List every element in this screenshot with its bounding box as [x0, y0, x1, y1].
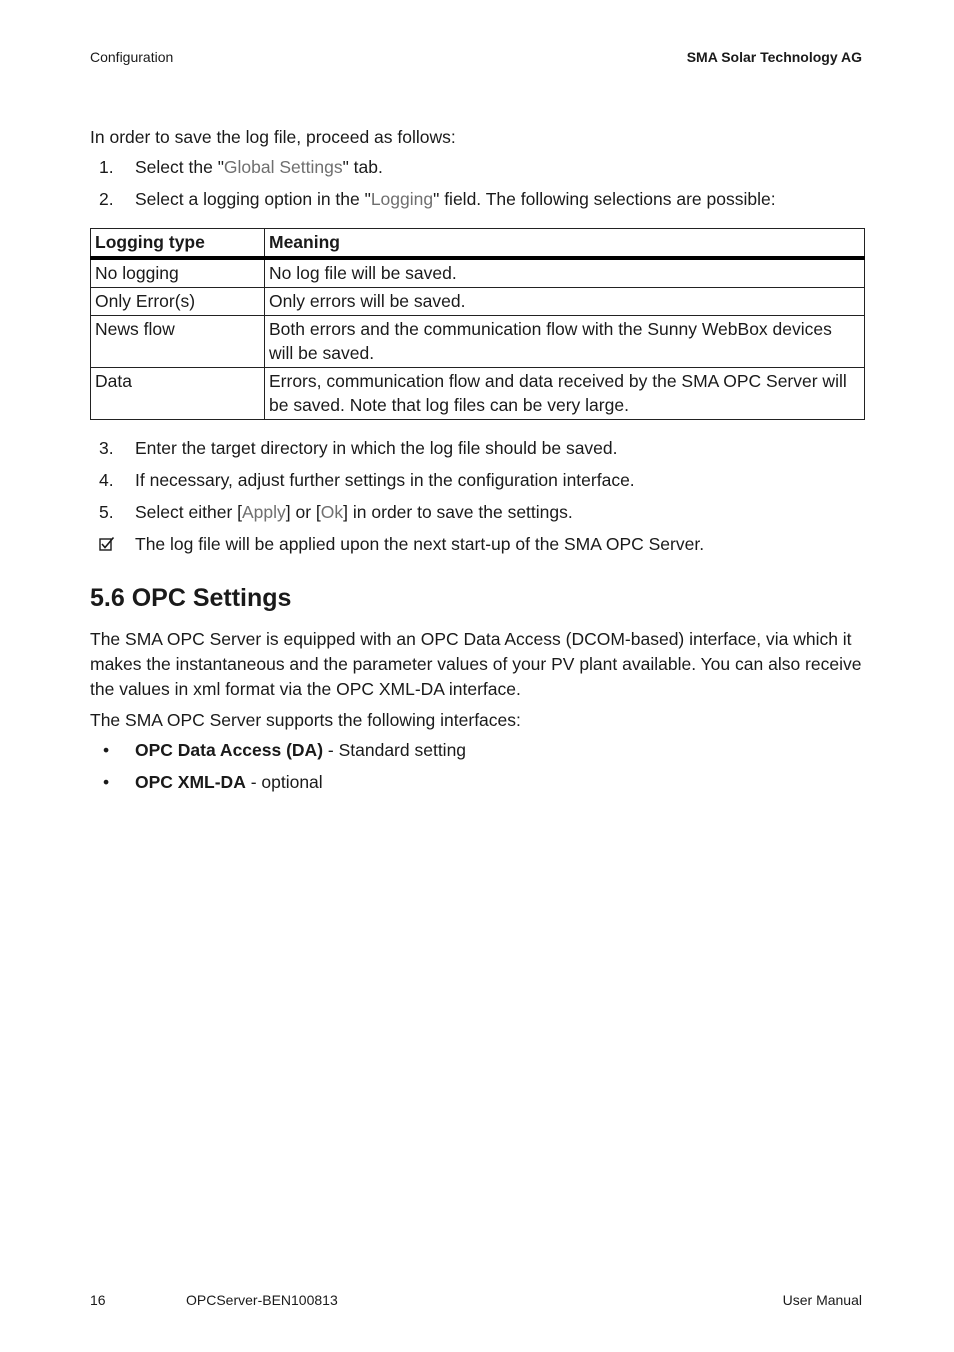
step-5-pre: Select either [: [135, 502, 242, 522]
step-3-text: Enter the target directory in which the log file should be saved.: [135, 438, 618, 458]
checked-box-icon: [99, 536, 115, 552]
table-cell: Errors, communication flow and data received by the SMA OPC Server will be saved. Note that log files can be very large.: [265, 368, 865, 420]
footer-doc-id: OPCServer-BEN100813: [186, 1292, 338, 1308]
table-cell: Only errors will be saved.: [265, 288, 865, 316]
footer-doc-type: User Manual: [782, 1292, 862, 1308]
logging-type-table: [90, 228, 865, 420]
step-number: 1.: [99, 157, 114, 177]
result-text: The log file will be applied upon the next start-up of the SMA OPC Server.: [135, 534, 705, 554]
footer-page-number: 16: [90, 1292, 106, 1308]
bullet-dot: •: [103, 772, 110, 792]
step-1-text: [135, 157, 383, 178]
step-4-text: If necessary, adjust further settings in the configuration interface.: [135, 470, 635, 490]
bullet-item-da: [135, 740, 466, 761]
table-cell: Data: [91, 368, 265, 420]
table-row: [91, 258, 865, 288]
gui-element-logging: Logging: [370, 189, 434, 209]
step-number: 4.: [99, 470, 114, 490]
step-2-post: " field. The following selections are possible:: [433, 189, 776, 209]
table-row: [91, 316, 865, 368]
bullet-dot: •: [103, 740, 110, 760]
table-cell: Only Error(s): [91, 288, 265, 316]
intro-text: In order to save the log file, proceed as follows:: [90, 127, 456, 147]
table-header-cell: Logging type: [91, 229, 265, 259]
table-cell: No log file will be saved.: [265, 258, 865, 288]
step-2-text: [135, 189, 776, 210]
section-heading: 5.6 OPC Settings: [90, 584, 292, 612]
gui-element-ok: Ok: [320, 502, 344, 522]
table-header-row: [91, 229, 865, 259]
header-section-label: Configuration: [90, 49, 174, 65]
table-header-cell: Meaning: [265, 229, 865, 259]
step-1-post: " tab.: [342, 157, 383, 177]
section-paragraph-2: The SMA OPC Server supports the following interfaces:: [90, 710, 521, 730]
section-paragraph-1: The SMA OPC Server is equipped with an OPC Data Access (DCOM-based) interface, via which it makes the instantaneous and the parameter values of your PV plant available. You can also receive the values in xml format via the OPC XML-DA interface.: [90, 629, 862, 699]
step-5-mid: ] or [: [285, 502, 321, 522]
step-number: 2.: [99, 189, 114, 209]
step-2-pre: Select a logging option in the ": [135, 189, 371, 209]
header-company-name: SMA Solar Technology AG: [686, 49, 862, 65]
step-number: 3.: [99, 438, 114, 458]
bullet-item-xmlda: [135, 772, 323, 793]
table-row: [91, 288, 865, 316]
table-row: [91, 368, 865, 420]
bullet-bold: OPC Data Access (DA): [135, 740, 324, 760]
step-1-pre: Select the ": [135, 157, 224, 177]
table-cell: News flow: [91, 316, 265, 368]
bullet-rest: - Standard setting: [323, 740, 467, 760]
step-number: 5.: [99, 502, 114, 522]
table-cell: Both errors and the communication flow with the Sunny WebBox devices will be saved.: [265, 316, 865, 368]
bullet-bold: OPC XML-DA: [135, 772, 246, 792]
gui-element-global-settings: Global Settings: [223, 157, 343, 177]
bullet-rest: - optional: [245, 772, 323, 792]
table-cell: No logging: [91, 258, 265, 288]
step-5-post: ] in order to save the settings.: [343, 502, 573, 522]
gui-element-apply: Apply: [242, 502, 286, 522]
step-5-text: [135, 502, 573, 523]
